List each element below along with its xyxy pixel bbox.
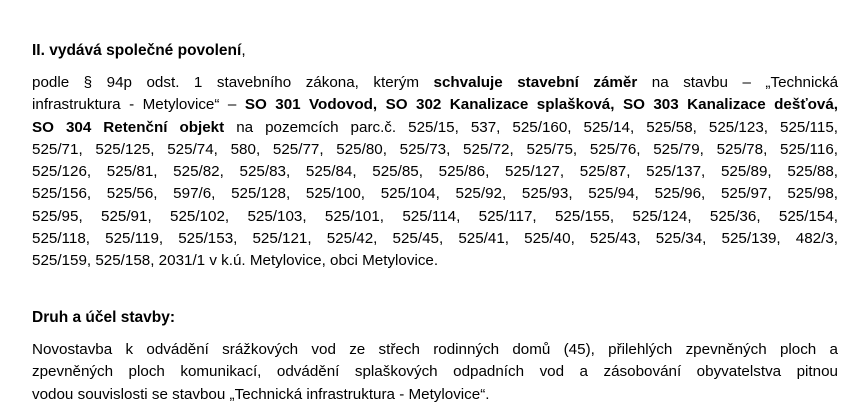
- parcel-line-7: 525/95, 525/91, 525/102, 525/103, 525/101, 525/114, 525/117, 525/155, 525/124, 525/36, 525/154,: [32, 207, 838, 225]
- permit-text: na stavbu – „Technická: [637, 74, 839, 91]
- permit-line-3: [32, 117, 838, 139]
- section-heading-comma: ,: [241, 42, 246, 59]
- parcel-line-9: 525/159, 525/158, 2031/1 v k.ú. Metylovice, obci Metylovice.: [32, 252, 439, 270]
- parcel-line-6: 525/156, 525/56, 597/6, 525/128, 525/100, 525/104, 525/92, 525/93, 525/94, 525/96, 525/97, 525/98,: [32, 185, 838, 203]
- purpose-line-2: zpevněných ploch komunikací, odvádění splaškových odpadních vod a zásobování obyvatelstva pitnou: [32, 363, 838, 381]
- parcel-line-5: 525/126, 525/81, 525/82, 525/83, 525/84, 525/85, 525/86, 525/127, 525/87, 525/137, 525/89, 525/88,: [32, 163, 838, 181]
- section-heading-text: II. vydává společné povolení: [32, 42, 242, 59]
- approval-phrase: schvaluje stavební záměr: [433, 74, 638, 91]
- permit-text: podle § 94p odst. 1 stavebního zákona, kterým: [32, 74, 434, 91]
- permit-line-1: [32, 72, 838, 94]
- parcel-line-8: 525/118, 525/119, 525/153, 525/121, 525/42, 525/45, 525/41, 525/40, 525/43, 525/34, 525/139, 482/3,: [32, 230, 838, 248]
- purpose-paragraph: [32, 339, 838, 406]
- purpose-line-3: vodou souvislosti se stavbou „Technická infrastruktura - Metylovice“.: [32, 385, 490, 403]
- permit-line-2: [32, 94, 838, 116]
- building-objects: SO 304 Retenční objekt: [32, 118, 225, 136]
- purpose-subheading: Druh a účel stavby:: [32, 309, 175, 326]
- purpose-line-1: Novostavba k odvádění srážkových vod ze střech rodinných domů (45), přilehlých zpevněných ploch a: [32, 341, 838, 358]
- building-objects: SO 301 Vodovod, SO 302 Kanalizace splašková, SO 303 Kanalizace dešťová,: [244, 96, 838, 114]
- permit-text: infrastruktura - Metylovice“ –: [32, 96, 245, 114]
- permit-paragraph: [32, 72, 838, 273]
- section-heading: [32, 40, 246, 62]
- parcel-list: na pozemcích parc.č. 525/15, 537, 525/160, 525/14, 525/58, 525/123, 525/115,: [224, 118, 838, 136]
- parcel-line-4: 525/71, 525/125, 525/74, 580, 525/77, 525/80, 525/73, 525/72, 525/75, 525/76, 525/79, 525/78, 525/116,: [32, 140, 838, 158]
